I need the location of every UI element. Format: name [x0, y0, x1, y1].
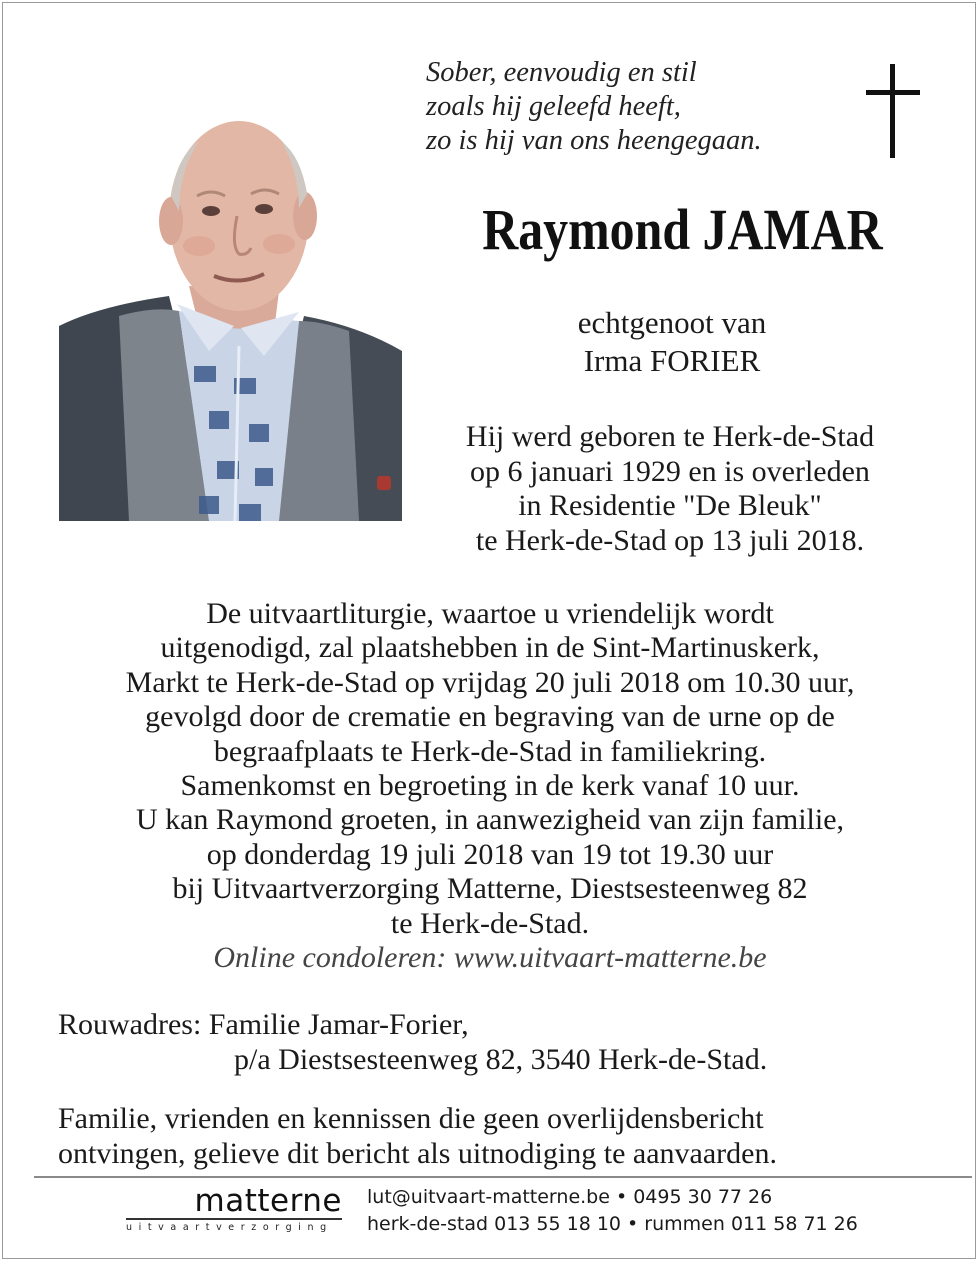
footer-divider	[34, 1176, 972, 1178]
deceased-name: Raymond JAMAR	[482, 197, 883, 262]
ceremony-line: op donderdag 19 juli 2018 van 19 tot 19.30 uur	[206, 837, 774, 871]
birth-death-line: te Herk-de-Stad op 13 juli 2018.	[475, 523, 865, 557]
spouse-block	[470, 304, 874, 380]
birth-death-block	[420, 420, 920, 558]
portrait-photo	[59, 116, 402, 521]
memorial-quote	[426, 56, 846, 158]
ceremony-line: uitgenodigd, zal plaatshebben in de Sint-Martinuskerk,	[160, 631, 820, 665]
birth-death-line: in Residentie "De Bleuk"	[518, 489, 822, 522]
matterne-logo	[126, 1182, 342, 1242]
spouse-name: Irma FORIER	[583, 343, 761, 378]
ceremony-block	[30, 597, 950, 975]
birth-death-line: Hij werd geboren te Herk-de-Stad	[465, 420, 875, 453]
invitation-notice	[58, 1102, 958, 1171]
logo-wordmark: matterne	[194, 1183, 342, 1219]
address-line: Rouwadres: Familie Jamar-Forier,	[58, 1008, 469, 1041]
mourning-address	[58, 1008, 938, 1077]
quote-line: Sober, eenvoudig en stil	[426, 57, 697, 88]
quote-line: zo is hij van ons heengegaan.	[426, 125, 762, 156]
ceremony-line: te Herk-de-Stad.	[390, 906, 590, 940]
birth-death-line: op 6 januari 1929 en is overleden	[470, 454, 870, 488]
notice-line: ontvingen, gelieve dit bericht als uitnodiging te aanvaarden.	[58, 1136, 777, 1170]
ceremony-line: U kan Raymond groeten, in aanwezigheid van zijn familie,	[135, 803, 845, 837]
contact-line-email-phone[interactable]: lut@uitvaart-matterne.be • 0495 30 77 26	[367, 1186, 773, 1208]
logo-underline	[126, 1218, 342, 1220]
ceremony-line: Samenkomst en begroeting in de kerk vanaf 10 uur.	[180, 769, 800, 803]
address-line: p/a Diestsesteenweg 82, 3540 Herk-de-Stad.	[234, 1042, 768, 1076]
ceremony-line: bij Uitvaartverzorging Matterne, Diestsesteenweg 82	[172, 872, 808, 906]
ceremony-line: De uitvaartliturgie, waartoe u vriendelijk wordt	[206, 597, 774, 630]
footer-contact	[367, 1184, 927, 1238]
contact-line-locations[interactable]: herk-de-stad 013 55 18 10 • rummen 011 58 71 26	[367, 1213, 858, 1235]
ceremony-line: begraafplaats te Herk-de-Stad in familiekring.	[213, 734, 767, 768]
online-condolence-link[interactable]: Online condoleren: www.uitvaart-matterne.be	[213, 941, 767, 975]
quote-line: zoals hij geleefd heeft,	[426, 91, 681, 122]
logo-subtitle: uitvaartverzorging	[126, 1222, 333, 1233]
spouse-relation: echtgenoot van	[577, 305, 767, 340]
ceremony-line: gevolgd door de crematie en begraving van de urne op de	[145, 700, 835, 734]
cross-icon	[864, 64, 922, 160]
ceremony-line: Markt te Herk-de-Stad op vrijdag 20 juli 2018 om 10.30 uur,	[125, 665, 855, 699]
notice-line: Familie, vrienden en kennissen die geen overlijdensbericht	[58, 1102, 764, 1135]
